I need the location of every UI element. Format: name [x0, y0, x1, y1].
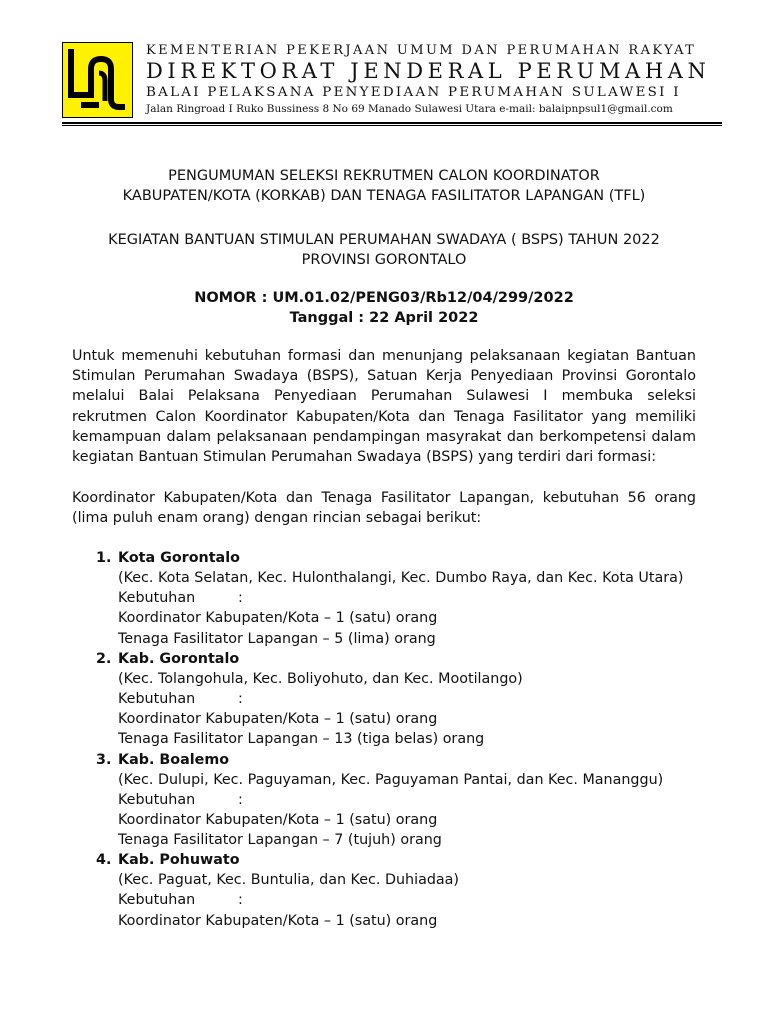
title-line-4: PROVINSI GORONTALO	[301, 252, 467, 268]
title-line-2: KABUPATEN/KOTA (KORKAB) DAN TENAGA FASILITATOR LAPANGAN (TFL)	[122, 188, 646, 204]
list-item	[96, 548, 696, 649]
document-date: Tanggal : 22 April 2022	[289, 310, 479, 326]
kebutuhan-label: Kebutuhan	[118, 791, 196, 808]
directorate-name: DIREKTORAT JENDERAL PERUMAHAN	[146, 59, 711, 83]
kecamatan-list: (Kec. Kota Selatan, Kec. Hulonthalangi, Kec. Dumbo Raya, dan Kec. Kota Utara)	[118, 570, 684, 586]
item-number: 4.	[96, 852, 112, 869]
kebutuhan-colon: :	[238, 690, 243, 707]
korkab-need: Koordinator Kabupaten/Kota – 1 (satu) orang	[118, 610, 438, 627]
document-reference	[60, 288, 708, 328]
kebutuhan-label: Kebutuhan	[118, 690, 196, 707]
tfl-need: Tenaga Fasilitator Lapangan – 13 (tiga belas) orang	[118, 731, 485, 748]
title-line-1: PENGUMUMAN SELEKSI REKRUTMEN CALON KOORDINATOR	[168, 168, 600, 184]
region-name: Kab. Pohuwato	[118, 852, 240, 869]
list-item	[96, 850, 696, 931]
korkab-need: Koordinator Kabupaten/Kota – 1 (satu) orang	[118, 711, 438, 728]
item-number: 1.	[96, 550, 112, 566]
kebutuhan-colon: :	[238, 791, 243, 808]
region-name: Kota Gorontalo	[118, 550, 240, 566]
activity-title	[60, 230, 708, 270]
announcement-title	[60, 166, 708, 206]
logo-symbol-icon	[63, 43, 132, 117]
ministry-name: KEMENTERIAN PEKERJAAN UMUM DAN PERUMAHAN RAKYAT	[146, 43, 697, 58]
kebutuhan-label: Kebutuhan	[118, 892, 196, 909]
region-name: Kab. Boalemo	[118, 751, 230, 768]
requirement-paragraph: Koordinator Kabupaten/Kota dan Tenaga Fasilitator Lapangan, kebutuhan 56 orang (lima puluh enam orang) dengan rincian sebagai berikut:	[72, 490, 696, 527]
kebutuhan-colon: :	[238, 892, 243, 909]
region-name: Kab. Gorontalo	[118, 650, 240, 667]
office-address: Jalan Ringroad I Ruko Bussiness 8 No 69 Manado Sulawesi Utara e-mail: balaipnpsul1@gmail.com	[146, 103, 673, 115]
list-item	[96, 750, 696, 851]
balai-name: BALAI PELAKSANA PENYEDIAAN PERUMAHAN SULAWESI I	[146, 85, 681, 100]
formasi-list	[96, 548, 696, 931]
korkab-need: Koordinator Kabupaten/Kota – 1 (satu) orang	[118, 811, 438, 828]
korkab-need: Koordinator Kabupaten/Kota – 1 (satu) orang	[118, 912, 438, 929]
intro-paragraph: Untuk memenuhi kebutuhan formasi dan menunjang pelaksanaan kegiatan Bantuan Stimulan Perumahan Swadaya (BSPS), Satuan Kerja Penyediaan Provinsi Gorontalo melalui Balai Pelaksana Penyediaan Perumahan Sulawesi I membuka seleksi rekrutmen Calon Koordinator Kabupaten/Kota dan Tenaga Fasilitator yang memiliki kemampuan dalam pelaksanaan pendampingan masyrakat dan berkompetensi dalam kegiatan Bantuan Stimulan Perumahan Swadaya (BSPS) yang terdiri dari formasi:	[72, 348, 696, 466]
title-line-3: KEGIATAN BANTUAN STIMULAN PERUMAHAN SWADAYA ( BSPS) TAHUN 2022	[108, 232, 660, 248]
item-number: 3.	[96, 751, 112, 768]
kecamatan-list: (Kec. Paguat, Kec. Buntulia, dan Kec. Duhiadaa)	[118, 872, 460, 889]
list-item	[96, 649, 696, 750]
ministry-logo-icon	[62, 42, 133, 118]
item-number: 2.	[96, 650, 112, 667]
tfl-need: Tenaga Fasilitator Lapangan – 7 (tujuh) orang	[118, 832, 442, 849]
kecamatan-list: (Kec. Dulupi, Kec. Paguyaman, Kec. Paguyaman Pantai, dan Kec. Mananggu)	[118, 771, 664, 788]
kecamatan-list: (Kec. Tolangohula, Kec. Boliyohuto, dan Kec. Mootilango)	[118, 670, 523, 687]
kebutuhan-label: Kebutuhan	[118, 590, 196, 607]
document-number: NOMOR : UM.01.02/PENG03/Rb12/04/299/2022	[194, 290, 574, 306]
letterhead-divider	[62, 122, 722, 126]
letterhead	[62, 42, 722, 128]
tfl-need: Tenaga Fasilitator Lapangan – 5 (lima) orang	[118, 630, 436, 647]
kebutuhan-colon: :	[238, 590, 243, 607]
